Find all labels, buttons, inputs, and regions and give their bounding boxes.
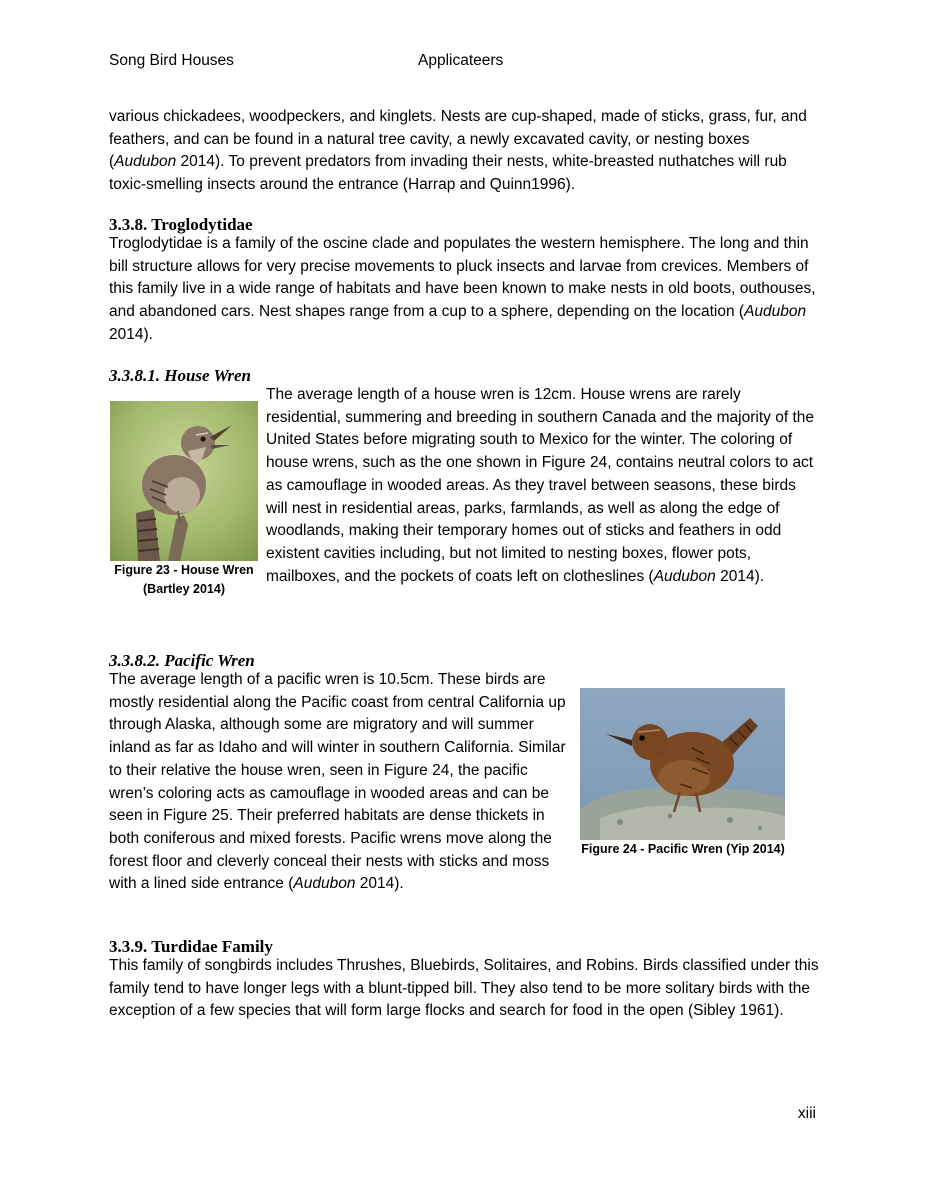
pacific-wren-paragraph: The average length of a pacific wren is 10.5cm. These birds are mostly residential along the Pacific coast from central California up through Alaska, although some are migratory and will summer inland as far as Idaho and will winter in southern California. Similar to their relative the house wren, seen in Figure 24, the pacific wren’s coloring acts as camouflage in wooded areas and can be seen in Figure 25. Their preferred habitats are dense thickets in both coniferous and mixed forests. Pacific wrens move along the forest floor and cleverly conceal their nests with sticks and moss with a lined side entrance (Audubon 2014).	[109, 671, 566, 893]
pacific-wren-photo	[580, 688, 785, 840]
turdidae-paragraph: This family of songbirds includes Thrushes, Bluebirds, Solitaires, and Robins. Birds classified under this family tend to have longer legs with a blunt-tipped bill. They also tend to be more solitary birds with the exception of a few species that will form large flocks and search for food in the open (Sibley 1961).	[109, 957, 819, 1020]
troglodytidae-paragraph: Troglodytidae is a family of the oscine clade and populates the western hemisphere. The long and thin bill structure allows for very precise movements to pluck insects and larvae from crevices. Members of this family live in a wide range of habitats and have been known to make nests in old boots, outhouses, and abandoned cars. Nest shapes range from a cup to a sphere, depending on the location (Audubon 2014).	[109, 235, 816, 343]
intro-paragraph: various chickadees, woodpeckers, and kinglets. Nests are cup-shaped, made of sticks, grass, fur, and feathers, and can be found in a natural tree cavity, a newly excavated cavity, or nesting boxes (Audubon 2014). To prevent predators from invading their nests, white-breasted nuthatches will rub toxic-smelling insects around the entrance (Harrap and Quinn1996).	[109, 108, 807, 194]
figure-23-caption: Figure 23 - House Wren (Bartley 2014)	[114, 563, 254, 596]
section-heading-pacific-wren: 3.3.8.2. Pacific Wren	[109, 651, 255, 670]
running-header-title: Song Bird Houses	[109, 52, 234, 69]
page-number: xiii	[797, 1105, 816, 1122]
section-heading-troglodytidae: 3.3.8. Troglodytidae	[109, 215, 253, 234]
house-wren-photo	[110, 401, 258, 561]
section-heading-turdidae: 3.3.9. Turdidae Family	[109, 937, 273, 956]
section-heading-house-wren: 3.3.8.1. House Wren	[109, 366, 252, 385]
running-header-author: Applicateers	[418, 52, 504, 69]
house-wren-paragraph: The average length of a house wren is 12cm. House wrens are rarely residential, summering and breeding in southern Canada and the majority of the United States before migrating south to Mexico for the winter. The coloring of house wrens, such as the one shown in Figure 24, contains neutral colors to act as camouflage in wooded areas. As they travel between seasons, these birds will nest in residential areas, parks, farmlands, as well as along the edge of woodlands, making their temporary homes out of sticks and feathers in odd existent cavities including, but not limited to nesting boxes, flower pots, mailboxes, and the pockets of coats left on clotheslines (Audubon 2014).	[266, 386, 814, 585]
figure-24-caption: Figure 24 - Pacific Wren (Yip 2014)	[581, 842, 785, 856]
